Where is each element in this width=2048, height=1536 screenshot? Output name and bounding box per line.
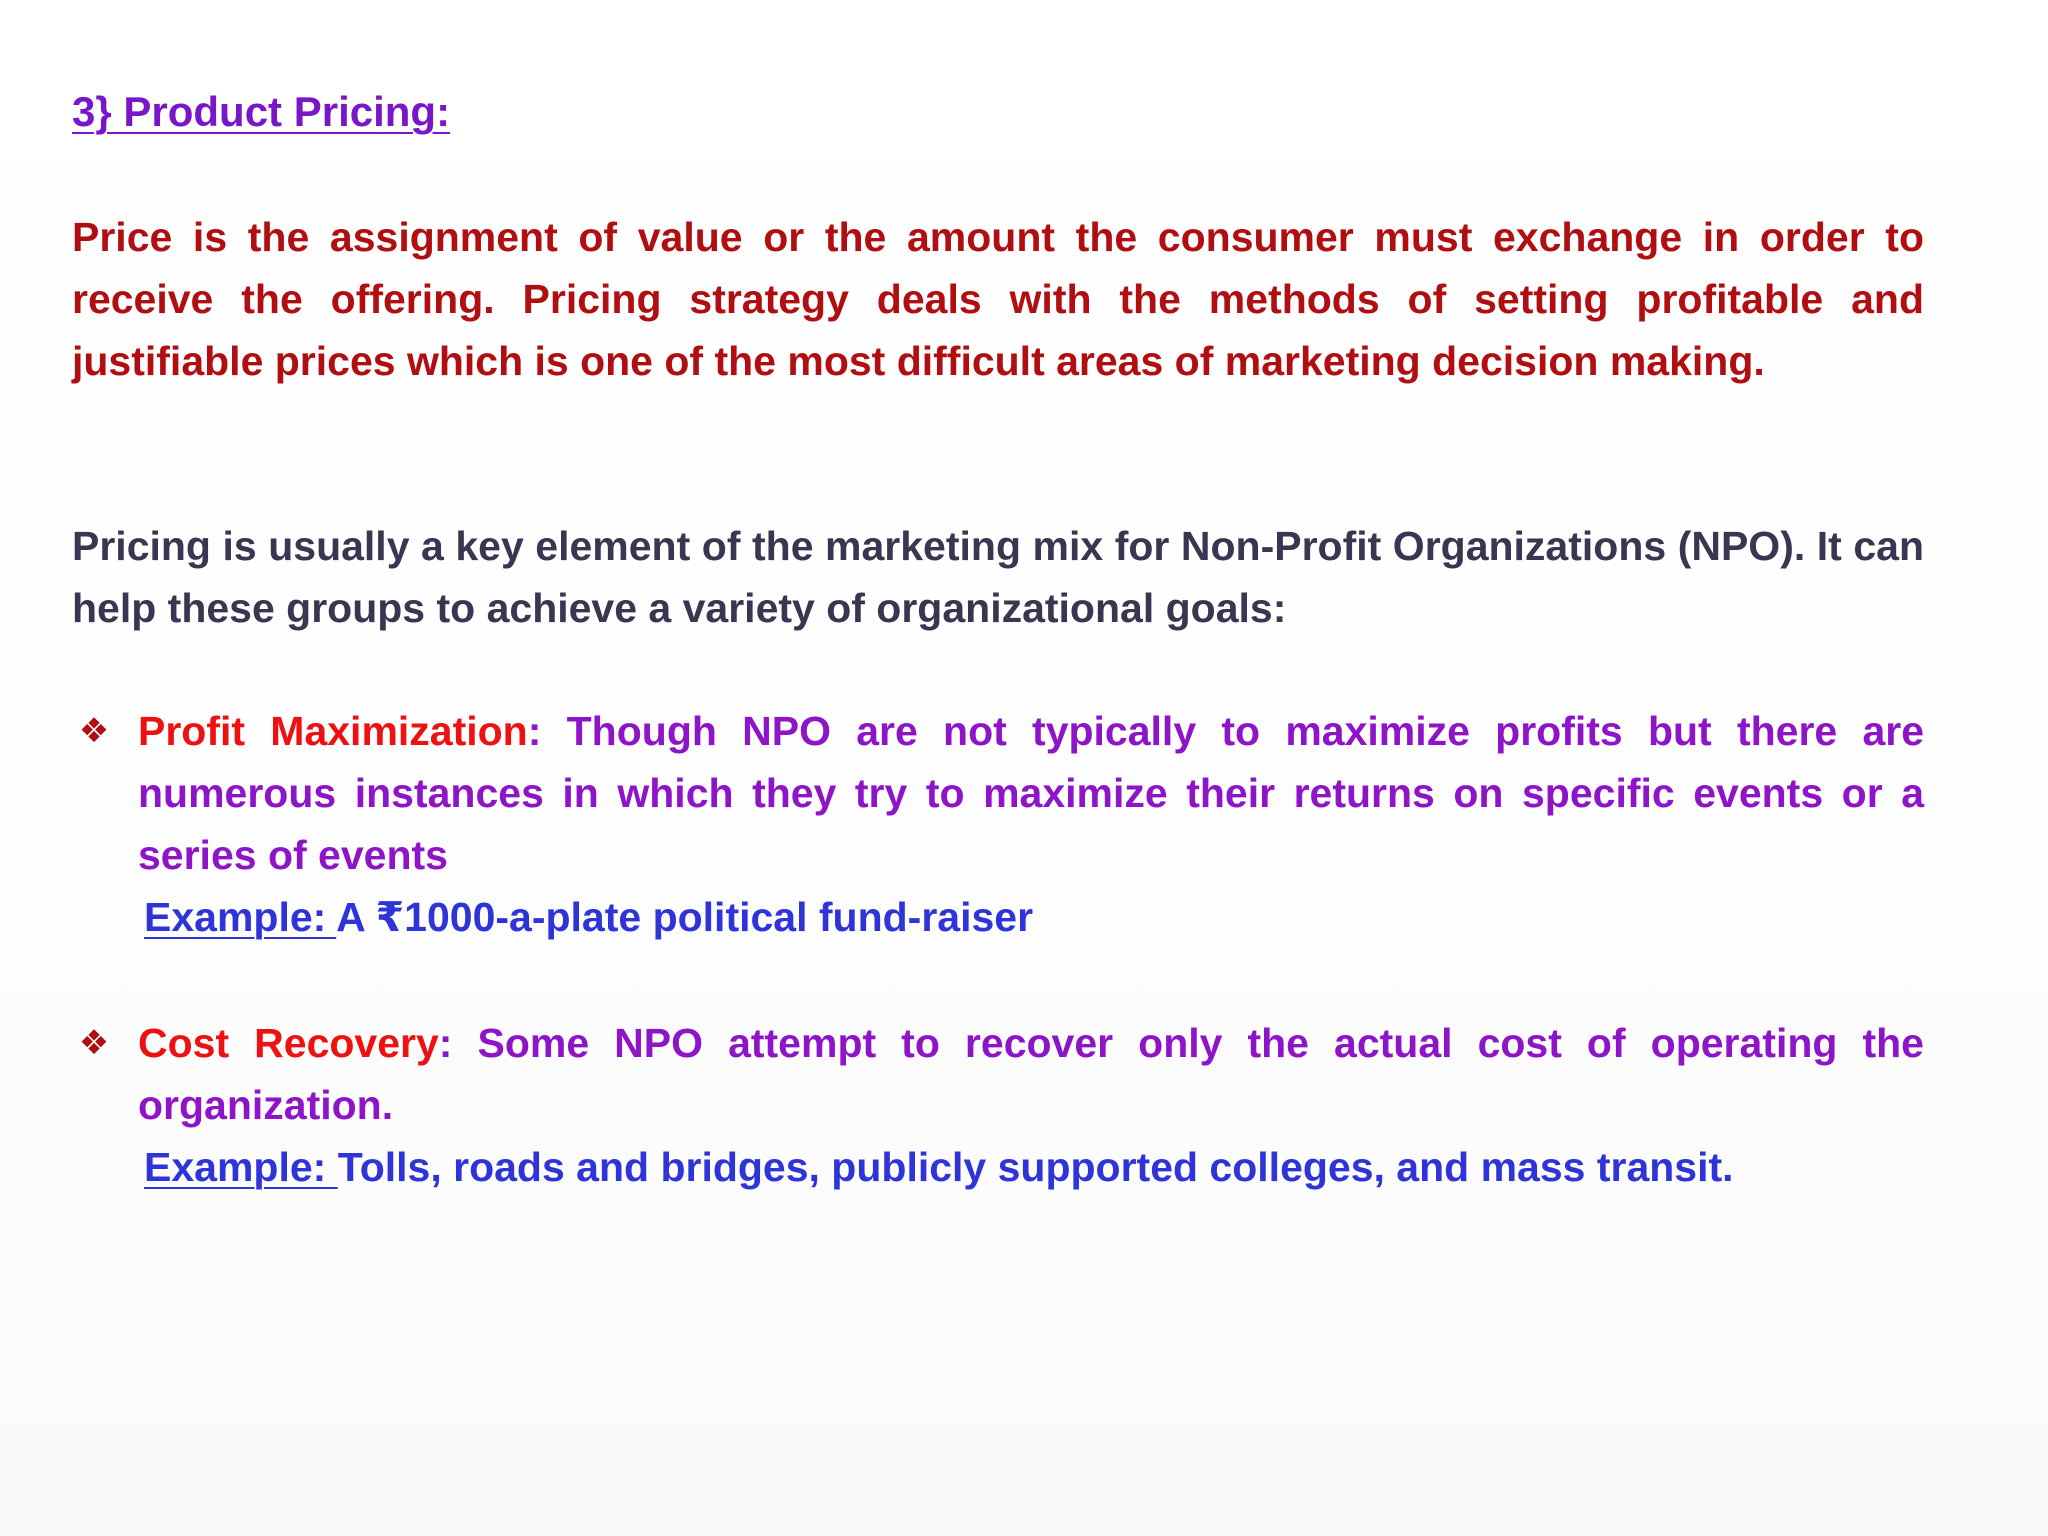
example-text: A ₹1000-a-plate political fund-raiser: [336, 894, 1034, 940]
example-label: Example:: [144, 1144, 338, 1190]
bullet-separator: :: [438, 1020, 478, 1066]
four-diamond-bullet-icon: ❖: [78, 1023, 110, 1063]
bullet-cost-recovery: [72, 1012, 1924, 1198]
bullet-text: [138, 1012, 1924, 1136]
example-label: Example:: [144, 894, 337, 940]
bullet-description: Though NPO are not typically to maximize profits but there are numerous instances in which they try to maximize their returns on specific events or a series of events: [138, 708, 1925, 878]
example-text: Tolls, roads and bridges, publicly supported colleges, and mass transit.: [337, 1144, 1734, 1190]
example-line: [144, 886, 1924, 948]
example-line: [144, 1136, 1924, 1198]
bullet-text: [138, 700, 1924, 886]
npo-paragraph: Pricing is usually a key element of the marketing mix for Non-Profit Organizations (NPO). It can help these groups to achieve a variety of organizational goals:: [72, 523, 1924, 631]
bullet-description: Some NPO attempt to recover only the actual cost of operating the organization.: [138, 1020, 1924, 1128]
bullet-term: Cost Recovery: [138, 1020, 439, 1066]
bullet-separator: :: [527, 708, 567, 754]
slide-heading: 3} Product Pricing:: [72, 88, 451, 135]
bullet-profit-maximization: [72, 700, 1924, 948]
four-diamond-bullet-icon: ❖: [78, 711, 110, 751]
bullet-term: Profit Maximization: [138, 708, 528, 754]
intro-paragraph: Price is the assignment of value or the amount the consumer must exchange in order to receive the offering. Pricing strategy deals with the methods of setting profitable and justifiable prices which is one of the most difficult areas of marketing decision making.: [72, 214, 1924, 384]
